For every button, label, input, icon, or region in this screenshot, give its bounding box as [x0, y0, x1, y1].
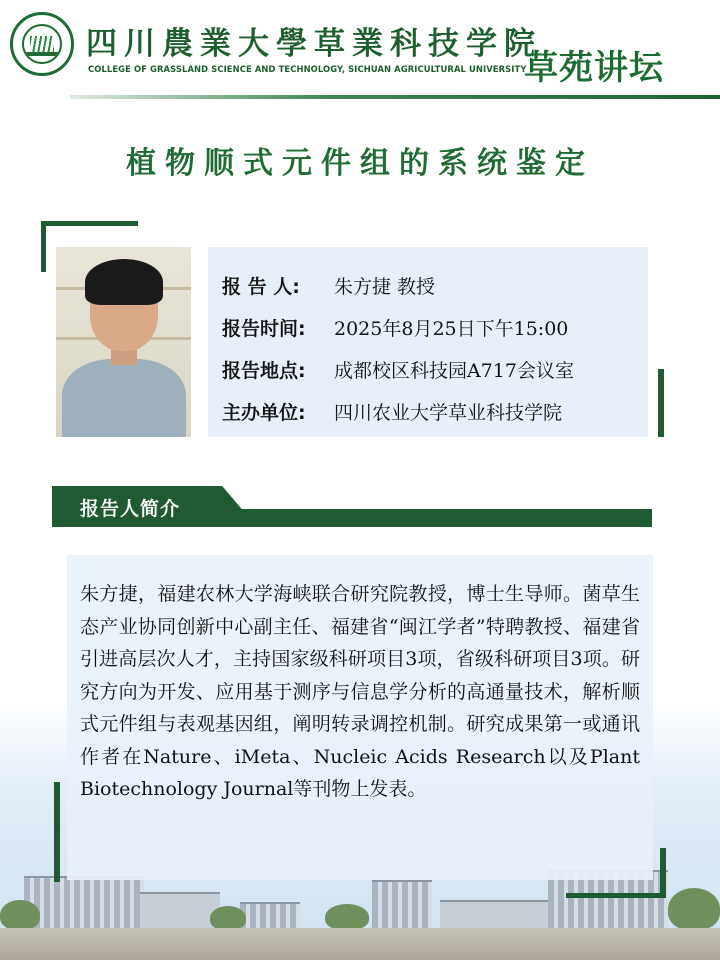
info-label: 报 告 人:	[222, 276, 300, 298]
section-heading: 报告人简介	[80, 498, 181, 520]
info-value: 成都校区科技园A717会议室	[334, 360, 574, 382]
tree	[325, 904, 369, 930]
corner-bracket	[54, 782, 60, 882]
bio-text: 朱方捷，福建农林大学海峡联合研究院教授，博士生导师。菌草生态产业协同创新中心副主任、福建省“闽江学者”特聘教授、福建省引进高层次人才，主持国家级科研项目3项，省级科研项目3项。研究方向为开发、应用基于测序与信息学分析的高通量技术，解析顺式元件组与表观基因组，阐明转录调控机制。研究成果第一或通讯作者在Nature、iMeta、Nucleic Acids Research以及Plant Biotechnology Journal等刊物上发表。	[80, 583, 640, 800]
corner-bracket	[41, 221, 46, 272]
forum-name: 草苑讲坛	[524, 48, 664, 88]
header-divider	[70, 95, 720, 99]
tree	[0, 900, 40, 930]
corner-bracket	[566, 893, 666, 898]
info-value: 四川农业大学草业科技学院	[334, 402, 563, 424]
info-value: 2025年8月25日下午15:00	[334, 318, 569, 340]
tree	[668, 888, 720, 930]
corner-bracket	[41, 221, 138, 226]
info-label: 报告地点:	[222, 360, 306, 382]
logo-emblem-icon	[22, 24, 62, 64]
corner-bracket	[658, 369, 664, 437]
speaker-photo	[56, 247, 191, 437]
organizer-row	[222, 398, 562, 425]
campus-building	[372, 880, 432, 932]
info-value: 朱方捷 教授	[334, 276, 436, 298]
university-logo	[10, 12, 74, 76]
time-row	[222, 314, 568, 341]
campus-plaza	[0, 928, 720, 960]
campus-building	[140, 892, 220, 932]
talk-title: 植物顺式元件组的系统鉴定	[126, 146, 594, 181]
corner-bracket	[660, 848, 666, 898]
speaker-row	[222, 272, 435, 299]
info-label: 报告时间:	[222, 318, 306, 340]
location-row	[222, 356, 574, 383]
info-label: 主办单位:	[222, 402, 306, 424]
tree	[210, 906, 246, 930]
campus-building	[24, 876, 144, 932]
school-name-cn: 四川農業大學草業科技学院	[86, 26, 542, 62]
school-name-en: COLLEGE OF GRASSLAND SCIENCE AND TECHNOLOGY, SICHUAN AGRICULTURAL UNIVERSITY	[88, 64, 527, 74]
